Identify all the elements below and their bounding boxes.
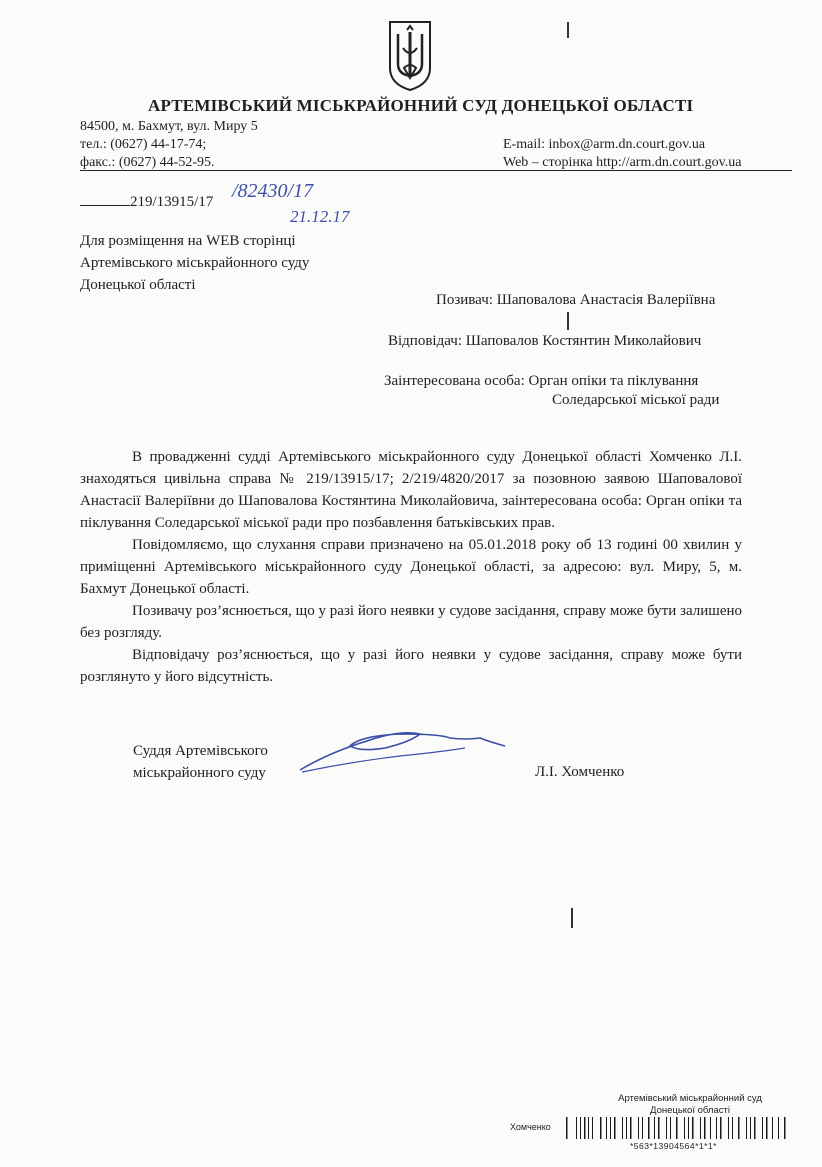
scan-artifact [571,908,573,928]
body-paragraph: Позивачу роз’яснюється, що у разі його неявки у судове засідання, справу може бути залишено без розгляду. [80,603,742,641]
body-paragraph: Відповідачу роз’яснюється, що у разі його неявки у судове засідання, справу може бути розглянуто у його відсутність. [80,647,742,685]
body-paragraph: Повідомляємо, що слухання справи призначено на 05.01.2018 року об 13 годині 00 хвилин у приміщенні Артемівського міськрайонного суду Донецької області, за адресою: вул. Миру, 5, м. Бахмут Донецької області. [80,537,742,597]
addressee-line: Для розміщення на WEB сторінці [80,233,296,249]
addressee-block [80,230,400,296]
court-email: E-mail: inbox@arm.dn.court.gov.ua [503,137,706,152]
barcode-court-line: Донецької області [650,1105,730,1116]
handwritten-signature [290,722,520,782]
body-paragraph: В провадженні судді Артемівського міськрайонного суду Донецької області Хомченко Л.І. знаходяться цивільна справа № 219/13915/17; 2/219/4820/2017 за позовною заявою Шаповалової Анастасії Валеріївни до Шаповалова Костянтина Миколайовича, заінтересована особа: Орган опіки та піклування Соледарської міської ради про позбавлення батьківських прав. [80,449,742,531]
defendant: Відповідач: Шаповалов Костянтин Миколайович [388,333,702,349]
handwritten-date: 21.12.17 [290,207,350,226]
barcode [566,1117,788,1139]
signer-title-line: Суддя Артемівського [133,743,268,759]
barcode-number: *563*13904564*1*1* [630,1141,717,1151]
scan-artifact [567,22,569,38]
barcode-court-label [590,1093,790,1117]
court-name: АРТЕМІВСЬКИЙ МІСЬКРАЙОННИЙ СУД ДОНЕЦЬКОЇ ОБЛАСТІ [148,96,694,115]
interested-party-line1: Заінтересована особа: Орган опіки та піклування [384,373,699,389]
barcode-court-line: Артемівський міськрайонний суд [618,1093,762,1104]
handwritten-registration-number: /82430/17 [232,180,314,202]
scan-artifact [567,312,569,330]
court-phone: тел.: (0627) 44-17-74; [80,137,207,152]
case-number: 219/13915/17 [130,194,214,210]
signer-title-line: міськрайонного суду [133,765,266,781]
court-address: 84500, м. Бахмут, вул. Миру 5 [80,119,258,134]
outgoing-reference [80,193,213,211]
addressee-line: Артемівського міськрайонного суду [80,255,310,271]
signer-name: Л.І. Хомченко [535,764,625,780]
header-divider [80,170,792,171]
reference-blank [80,193,130,206]
addressee-line: Донецької області [80,277,196,293]
notice-body [80,446,742,688]
plaintiff: Позивач: Шаповалова Анастасія Валеріївна [436,292,716,308]
court-fax: факс.: (0627) 44-52-95. [80,155,215,170]
interested-party-line2: Соледарської міської ради [552,392,720,408]
coat-of-arms-icon [384,18,436,92]
court-website: Web – сторінка http://arm.dn.court.gov.ua [503,155,742,170]
barcode-clerk-name: Хомченко [510,1122,551,1132]
